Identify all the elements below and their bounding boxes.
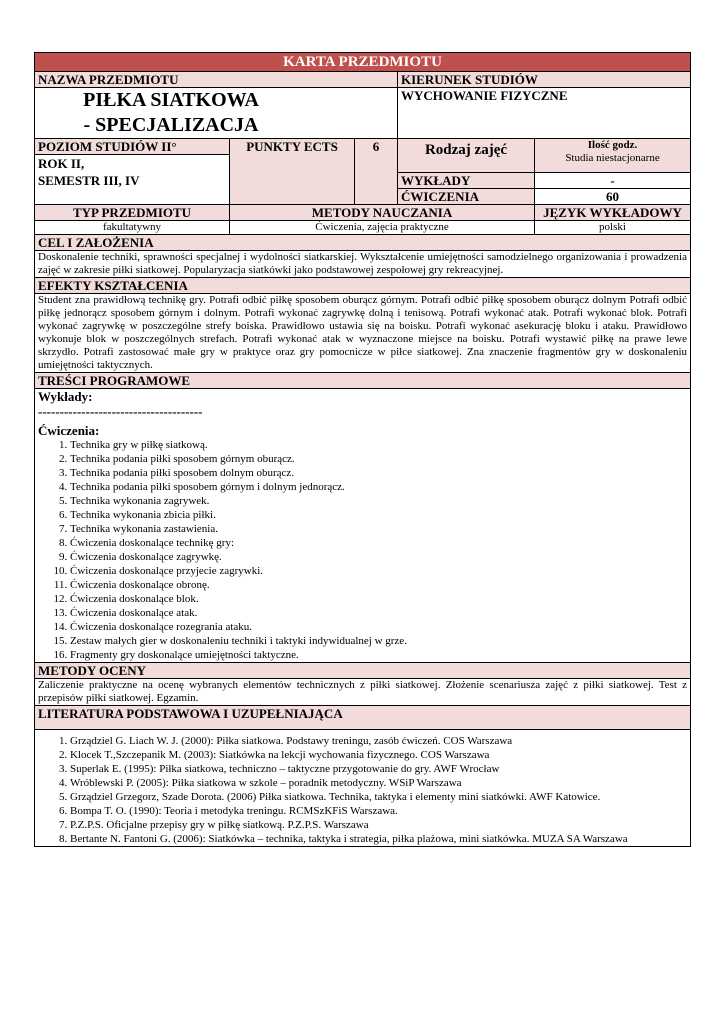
list-item: 5. Grządziel Grzegorz, Szade Dorota. (2006) Piłka siatkowa. Technika, taktyka i elementy mini siatkówki. AWF Katowice. [70, 790, 687, 804]
list-item: 7. Technika wykonania zastawienia. [70, 522, 687, 536]
ilosc-label: Ilość godz. [587, 139, 638, 151]
course-name [35, 88, 398, 139]
list-item: 2. Technika podania piłki sposobem górnym oburącz. [70, 452, 687, 466]
list-item: 1. Technika gry w piłkę siatkową. [70, 438, 687, 452]
studia-label: Studia niestacjonarne [565, 152, 660, 164]
list-item: 12. Ćwiczenia doskonalące blok. [70, 592, 687, 606]
poziom-label: POZIOM STUDIÓW II° [35, 139, 229, 155]
wyklady-heading: Wykłady: [38, 389, 93, 404]
course-card [34, 52, 690, 847]
list-item: 8. Ćwiczenia doskonalące technikę gry: [70, 536, 687, 550]
list-item: 9. Ćwiczenia doskonalące zagrywkę. [70, 550, 687, 564]
list-item: 3. Superlak E. (1995): Piłka siatkowa, techniczno – taktyczne przygotowanie do gry. AWF Wrocław [70, 762, 687, 776]
list-item: 13. Ćwiczenia doskonalące atak. [70, 606, 687, 620]
wyklady-value: - [535, 173, 691, 189]
kierunek-label: KIERUNEK STUDIÓW [398, 72, 691, 88]
card-header: KARTA PRZEDMIOTU [35, 53, 691, 72]
metody-label: METODY NAUCZANIA [230, 205, 535, 221]
list-item: 16. Fragmenty gry doskonalące umiejętności taktyczne. [70, 648, 687, 662]
ects-value: 6 [355, 139, 398, 205]
wyklady-dashes: -------------------------------------- [38, 404, 203, 419]
poziom-cell [35, 139, 230, 205]
list-item: 5. Technika wykonania zagrywek. [70, 494, 687, 508]
ocena-label: METODY OCENY [35, 663, 691, 679]
list-item: 3. Technika podania piłki sposobem dolnym oburącz. [70, 466, 687, 480]
course-name-line2: - SPECJALIZACJA [83, 114, 259, 136]
poziom-line1: ROK II, [38, 156, 85, 171]
typ-label: TYP PRZEDMIOTU [35, 205, 230, 221]
tresci-content [35, 389, 691, 663]
ects-label: PUNKTY ECTS [230, 139, 355, 205]
list-item: 10. Ćwiczenia doskonalące przyjecie zagrywki. [70, 564, 687, 578]
list-item: 6. Technika wykonania zbicia piłki. [70, 508, 687, 522]
nazwa-label: NAZWA PRZEDMIOTU [35, 72, 398, 88]
list-item: 8. Bertante N. Fantoni G. (2006): Siatkówka – technika, taktyka i strategia, piłka plażowa, mini siatkówka. MUZA SA Warszawa [70, 832, 687, 846]
literatura-label: LITERATURA PODSTAWOWA I UZUPEŁNIAJĄCA [35, 706, 691, 730]
jezyk-value: polski [535, 221, 691, 235]
literatura-list [38, 734, 687, 846]
metody-value: Ćwiczenia, zajęcia praktyczne [230, 221, 535, 235]
wyklady-label: WYKŁADY [398, 173, 535, 189]
literatura-content [35, 730, 691, 847]
efekty-label: EFEKTY KSZTAŁCENIA [35, 278, 691, 294]
tresci-label: TREŚCI PROGRAMOWE [35, 373, 691, 389]
efekty-text: Student zna prawidłową technikę gry. Potrafi odbić piłkę sposobem oburącz górnym. Potrafi odbić piłkę sposobem oburącz dolnym Potrafi odbić piłkę jednorącz sposobem górnym i dolnym. Potrafi wykonać zagrywkę dolną i tenisową. Potrafi wykonać atak. Potrafi wykonać blok. Potrafi wykonać zagrywkę w poszczególne strefy boiska. Prawidłowo ustawia się na boisku. Potrafi wykonać asekurację bloku i ataku. Prawidłowo wykonuje blok w poszczególnych strefach. Potrafi wykonać atak w wyznaczone miejsce na boisku. Potrafi wystawić piłkę na prawe lewe skrzydło. Potrafi zastosować małe gry w praktyce oraz gry pomocnicze w piłce siatkowej. Zna znaczenie fragmentów gry w doskonaleniu umiejętności taktycznych. [35, 294, 691, 373]
cwiczenia-list [38, 438, 687, 662]
cel-text: Doskonalenie techniki, sprawności specjalnej i wydolności siatkarskiej. Wykształcenie umiejętności samodzielnego organizowania i prowadzenia zajęć w zakresie piłki siatkowej. Popularyzacja siatkówki jako podstawowej zespołowej gry rekreacyjnej. [35, 251, 691, 278]
rodzaj-label: Rodzaj zajęć [398, 139, 535, 173]
cwiczenia-heading: Ćwiczenia: [38, 423, 100, 438]
list-item: 15. Zestaw małych gier w doskonaleniu techniki i taktyki indywidualnej w grze. [70, 634, 687, 648]
list-item: 11. Ćwiczenia doskonalące obronę. [70, 578, 687, 592]
cwiczenia-value: 60 [535, 189, 691, 205]
course-name-line1: PIŁKA SIATKOWA [83, 89, 259, 111]
kierunek-value: WYCHOWANIE FIZYCZNE [398, 88, 691, 139]
list-item: 4. Wróblewski P. (2005): Piłka siatkowa w szkole – poradnik metodyczny. WSiP Warszawa [70, 776, 687, 790]
cwiczenia-label: ĆWICZENIA [398, 189, 535, 205]
jezyk-label: JĘZYK WYKŁADOWY [535, 205, 691, 221]
list-item: 7. P.Z.P.S. Oficjalne przepisy gry w piłkę siatkową. P.Z.P.S. Warszawa [70, 818, 687, 832]
typ-value: fakultatywny [35, 221, 230, 235]
course-table [34, 52, 691, 847]
ocena-text: Zaliczenie praktyczne na ocenę wybranych elementów technicznych z piłki siatkowej. Złożenie scenariusza zajęć z piłki siatkowej. Test z przepisów piłki siatkowej. Egzamin. [35, 679, 691, 706]
poziom-line2: SEMESTR III, IV [38, 173, 140, 188]
list-item: 6. Bompa T. O. (1990): Teoria i metodyka treningu. RCMSzKFiS Warszawa. [70, 804, 687, 818]
list-item: 14. Ćwiczenia doskonalące rozegrania ataku. [70, 620, 687, 634]
list-item: 1. Grządziel G. Liach W. J. (2000): Piłka siatkowa. Podstawy treningu, zasób ćwiczeń. COS Warszawa [70, 734, 687, 748]
ilosc-cell [535, 139, 691, 173]
cel-label: CEL I ZAŁOŻENIA [35, 235, 691, 251]
list-item: 4. Technika podania piłki sposobem górnym i dolnym jednorącz. [70, 480, 687, 494]
list-item: 2. Klocek T.,Szczepanik M. (2003): Siatkówka na lekcji wychowania fizycznego. COS Warszawa [70, 748, 687, 762]
